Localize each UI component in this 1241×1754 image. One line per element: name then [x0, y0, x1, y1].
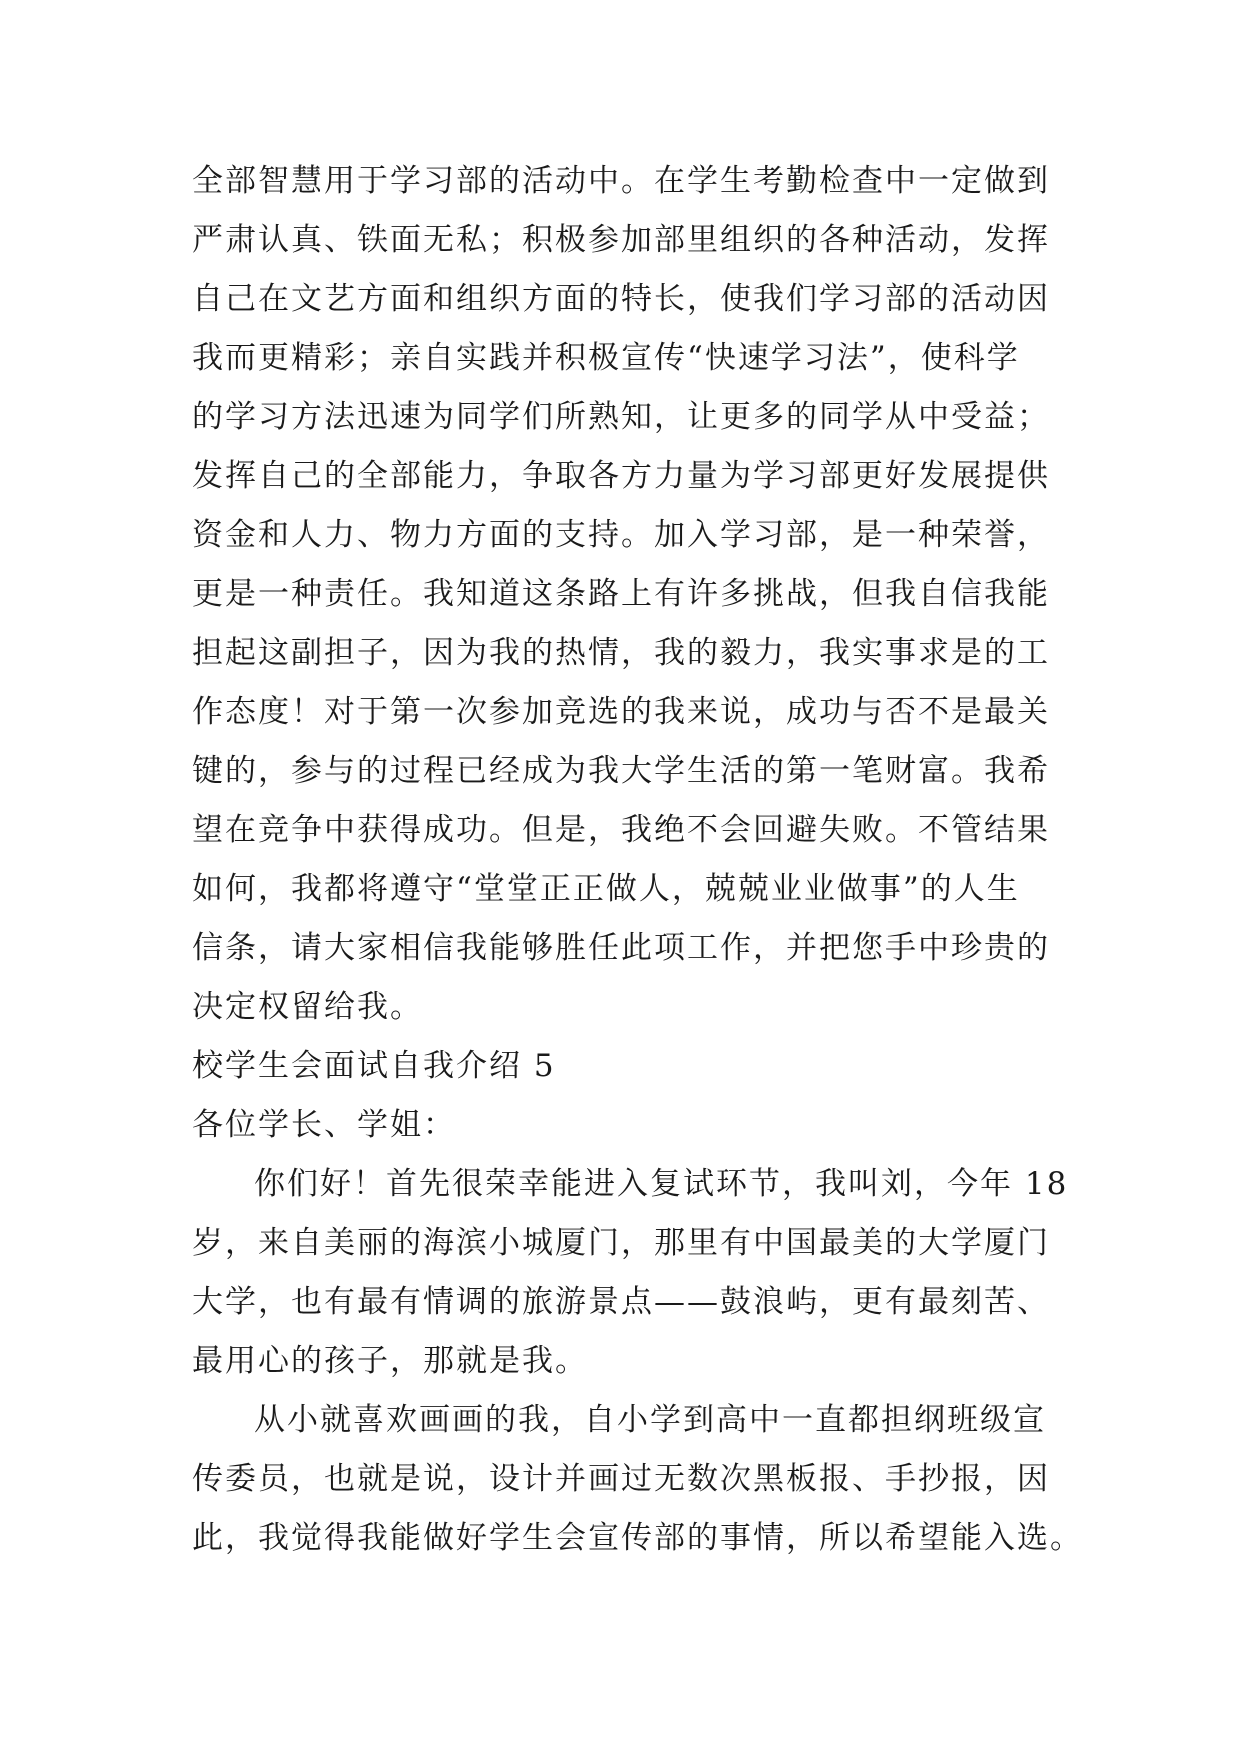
body-text-line: 岁，来自美丽的海滨小城厦门，那里有中国最美的大学厦门	[192, 1225, 1050, 1261]
body-text-line: 的学习方法迅速为同学们所熟知，让更多的同学从中受益；	[192, 399, 1050, 435]
body-text-line: 更是一种责任。我知道这条路上有许多挑战，但我自信我能	[192, 576, 1050, 612]
body-text-line: 如何，我都将遵守“堂堂正正做人，兢兢业业做事”的人生	[192, 871, 1020, 907]
body-text-line: 资金和人力、物力方面的支持。加入学习部，是一种荣誉，	[192, 517, 1050, 553]
salutation: 各位学长、学姐：	[192, 1107, 456, 1143]
paragraph-first-line: 从小就喜欢画画的我，自小学到高中一直都担纲班级宣	[254, 1402, 1046, 1438]
body-text-line: 发挥自己的全部能力，争取各方力量为学习部更好发展提供	[192, 458, 1050, 494]
body-text-line: 担起这副担子，因为我的热情，我的毅力，我实事求是的工	[192, 635, 1050, 671]
body-text-line: 此，我觉得我能做好学生会宣传部的事情，所以希望能入选。	[192, 1520, 1083, 1556]
body-text-line: 大学，也有最有情调的旅游景点——鼓浪屿，更有最刻苦、	[192, 1284, 1050, 1320]
body-text-line: 自己在文艺方面和组织方面的特长，使我们学习部的活动因	[192, 281, 1050, 317]
body-text-line: 决定权留给我。	[192, 989, 423, 1025]
body-text-line: 望在竞争中获得成功。但是，我绝不会回避失败。不管结果	[192, 812, 1050, 848]
body-text-line: 传委员，也就是说，设计并画过无数次黑板报、手抄报，因	[192, 1461, 1050, 1497]
body-text-line: 我而更精彩；亲自实践并积极宣传“快速学习法”，使科学	[192, 340, 1020, 376]
body-text-line: 作态度！对于第一次参加竞选的我来说，成功与否不是最关	[192, 694, 1050, 730]
body-text-line: 严肃认真、铁面无私；积极参加部里组织的各种活动，发挥	[192, 222, 1050, 258]
body-text-line: 最用心的孩子，那就是我。	[192, 1343, 588, 1379]
body-text-line: 键的，参与的过程已经成为我大学生活的第一笔财富。我希	[192, 753, 1050, 789]
body-text-line: 全部智慧用于学习部的活动中。在学生考勤检查中一定做到	[192, 163, 1050, 199]
body-text-line: 信条，请大家相信我能够胜任此项工作，并把您手中珍贵的	[192, 930, 1050, 966]
section-heading: 校学生会面试自我介绍 5	[192, 1048, 556, 1084]
paragraph-first-line: 你们好！首先很荣幸能进入复试环节，我叫刘，今年 18	[254, 1166, 1069, 1202]
